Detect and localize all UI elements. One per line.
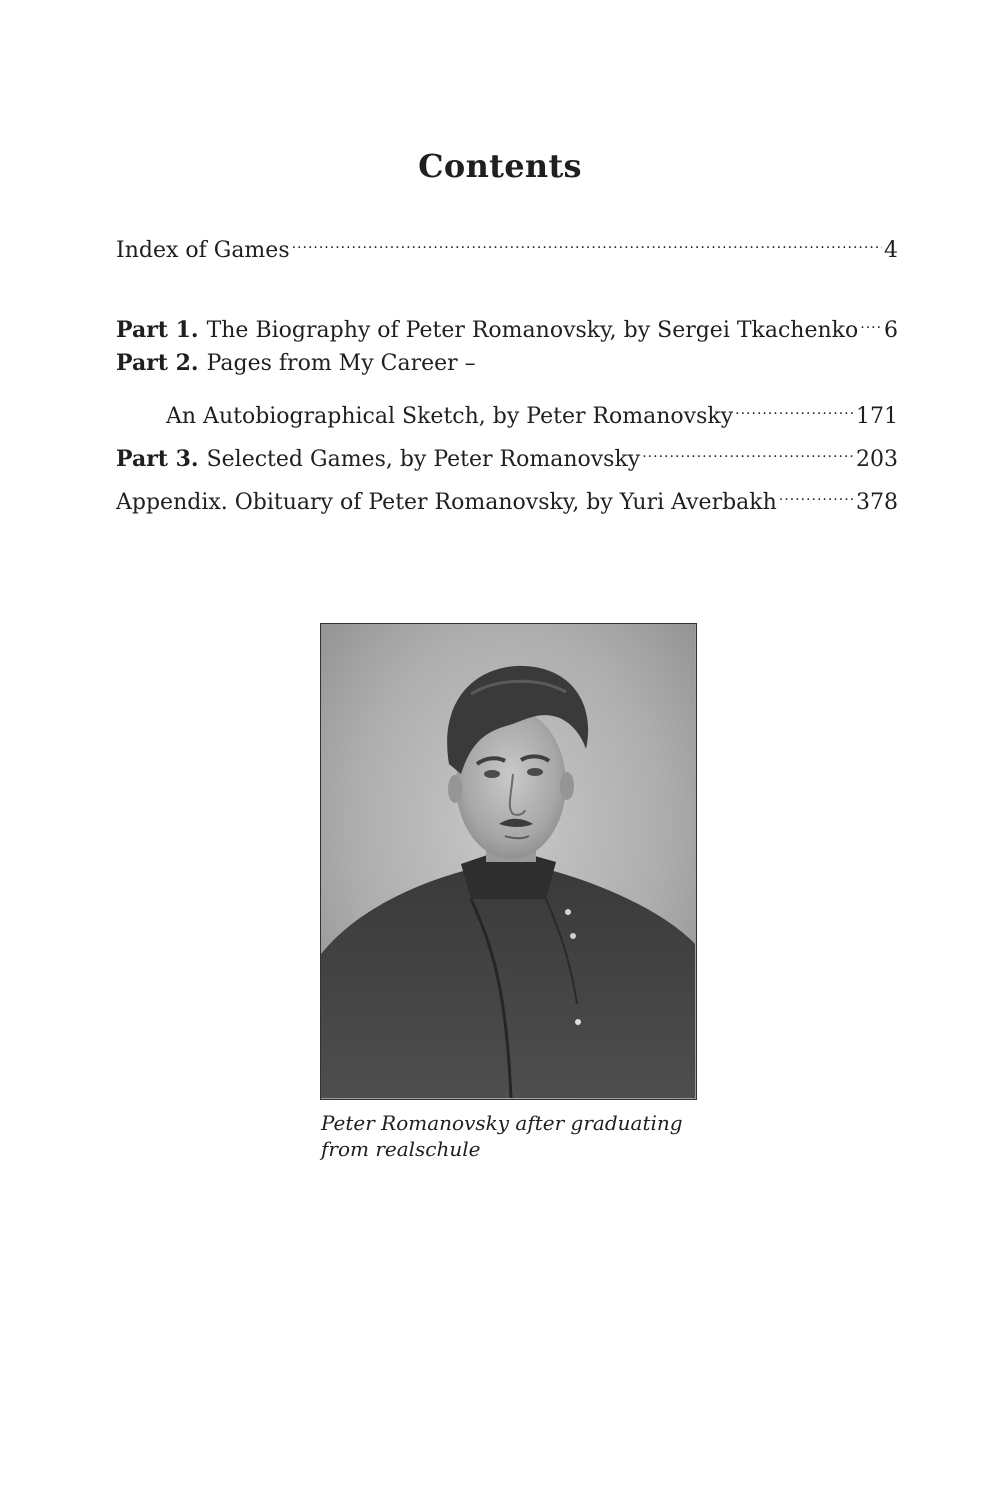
toc-leader-dots: [779, 475, 854, 509]
photo-caption: [321, 1110, 701, 1162]
caption-line-1: Peter Romanovsky after graduating: [321, 1111, 683, 1135]
toc-part-label: Part 3.: [116, 446, 199, 472]
toc-leader-dots: [292, 223, 882, 257]
toc-part-label: Part 2.: [116, 350, 199, 376]
toc-entry-part-1[interactable]: [116, 303, 898, 343]
portrait-illustration: [321, 624, 695, 1098]
toc-entry-part-2[interactable]: [116, 346, 898, 380]
toc-entry-appendix[interactable]: [116, 475, 898, 515]
toc-leader-dots: [735, 389, 854, 423]
toc-part-label: Part 1.: [116, 317, 199, 343]
toc-entry-index-of-games[interactable]: [116, 223, 898, 263]
page-title: Contents: [418, 147, 582, 185]
toc-page-number: 4: [884, 238, 898, 263]
toc-entry-title: Pages from My Career –: [206, 351, 476, 376]
toc-entry-title: Selected Games, by Peter Romanovsky: [206, 447, 641, 472]
toc-leader-dots: [642, 432, 854, 466]
toc-entry-title: Index of Games: [116, 238, 290, 263]
toc-page-number: 203: [856, 447, 898, 472]
toc-page-number: 171: [856, 404, 898, 429]
toc-entry-title: The Biography of Peter Romanovsky, by Sergei Tkachenko: [206, 318, 859, 343]
toc-entry-part-3[interactable]: [116, 432, 898, 472]
portrait-photo: [320, 623, 697, 1100]
toc-page-number: 378: [856, 490, 898, 515]
caption-line-2: from realschule: [321, 1137, 481, 1161]
toc-page-number: 6: [884, 318, 898, 343]
toc-entry-title: Appendix. Obituary of Peter Romanovsky, by Yuri Averbakh: [116, 490, 777, 515]
toc-entry-title: An Autobiographical Sketch, by Peter Romanovsky: [166, 404, 734, 429]
toc-leader-dots: [860, 303, 882, 337]
toc-entry-part-2-subtitle[interactable]: [166, 389, 898, 429]
